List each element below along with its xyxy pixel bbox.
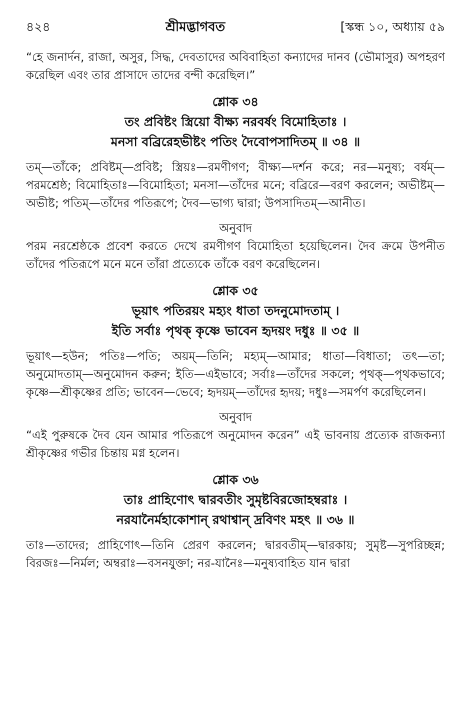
sloka-34-synonyms: তম্—তাঁকে; প্রবিষ্টম্—প্রবিষ্ট; স্ত্রিয়ঃ—রমণীগণ; বীক্ষ্য—দর্শন করে; নর—মনুষ্য; বর্ষম্—পরমশ্রেষ্ঠ; বিমোহিতাঃ—বিমোহিতা; মনসা—তাঁদের মনে; বব্রিরে—বরণ করলেন; অভীষ্টম্—অভীষ্ট; পতিম্—তাঁদের পতিরূপে; দৈব—ভাগ্য দ্বারা; উপসাদিতম্—আনীত। [26, 160, 445, 210]
book-title: শ্রীমদ্ভাগবত [165, 20, 226, 35]
sloka-34-translation: পরম নরশ্রেষ্ঠকে প্রবেশ করতে দেখে রমণীগণ বিমোহিতা হয়েছিলেন। দৈব ক্রমে উপনীত তাঁদের পতিরূপে মনে মনে তাঁরা প্রত্যেকে তাঁকে বরণ করেছিলেন। [26, 239, 445, 271]
sloka-34-title: শ্লোক ৩৪ [212, 94, 259, 109]
sloka-34-translation-heading: অনুবাদ [219, 221, 252, 235]
verse-line: মনসা বব্রিরেহভীষ্টং পতিং দৈবোপসাদিতম্ ॥ ৩৪ ॥ [110, 134, 361, 149]
page-header [26, 18, 445, 40]
sloka-36-verse [26, 490, 445, 530]
sloka-35-verse [26, 301, 445, 341]
sloka-35-synonyms: ভূয়াৎ—হউন; পতিঃ—পতি; অয়ম্—তিনি; মহ্যম্—আমার; ধাতা—বিধাতা; তৎ—তা; অনুমোদতাম্—অনুমোদন করুন; ইতি—এইভাবে; সর্বাঃ—তাঁদের সকলে; পৃথক্—পৃথকভাবে; কৃষ্ণে—শ্রীকৃষ্ণের প্রতি; ভাবেন—ভেবে; হৃদয়ম্—তাঁদের হৃদয়; দধুঃ—সমর্পণ করেছিলেন। [26, 349, 445, 399]
verse-line: তং প্রবিষ্টং স্ত্রিয়ো বীক্ষ্য নরবর্ষং বিমোহিতাঃ । [124, 114, 347, 129]
sloka-35-translation-heading: অনুবাদ [219, 410, 252, 424]
verse-line: ভূয়াৎ পতিরয়ং মহ্যং ধাতা তদনুমোদতাম্ । [131, 303, 340, 318]
verse-line: তাঃ প্রাহিণোৎ দ্বারবতীং সুমৃষ্টবিরজোহম্বরাঃ । [123, 492, 348, 507]
sloka-36-title: শ্লোক ৩৬ [212, 472, 259, 487]
sloka-34-verse [26, 112, 445, 152]
verse-line: নরযানৈর্মহাকোশান্ রথাশ্বান্ দ্রবিণং মহৎ ॥ ৩৬ ॥ [116, 512, 355, 527]
sloka-35-title: শ্লোক ৩৫ [212, 283, 259, 298]
sloka-35-translation: “এই পুরুষকে দৈব যেন আমার পতিরূপে অনুমোদন করেন” এই ভাবনায় প্রত্যেক রাজকন্যা শ্রীকৃষ্ণের গভীর চিন্তায় মগ্ন হলেন। [26, 428, 445, 460]
page-number: ৪২৪ [26, 19, 51, 34]
sloka-36-synonyms: তাঃ—তাদের; প্রাহিণোৎ—তিনি প্রেরণ করলেন; দ্বারবতীম্—দ্বারকায়; সুমৃষ্ট—সুপরিচ্ছন্ন; বিরজঃ—নির্মল; অম্বরাঃ—বসনযুক্তা; নর-যানৈঃ—মনুষ্যবাহিত যান দ্বারা [26, 538, 445, 570]
section-reference: [স্কন্ধ ১০, অধ্যায় ৫৯ [340, 19, 445, 34]
verse-line: ইতি সর্বাঃ পৃথক্ কৃষ্ণে ভাবেন হৃদয়ং দধুঃ ॥ ৩৫ ॥ [111, 323, 360, 338]
intro-quote: “হে জনার্দন, রাজা, অসুর, সিদ্ধ, দেবতাদের অবিবাহিতা কন্যাদের দানব (ভৌমাসুর) অপহরণ করেছিল এবং তার প্রাসাদে তাদের বন্দী করেছিল।” [26, 50, 445, 82]
